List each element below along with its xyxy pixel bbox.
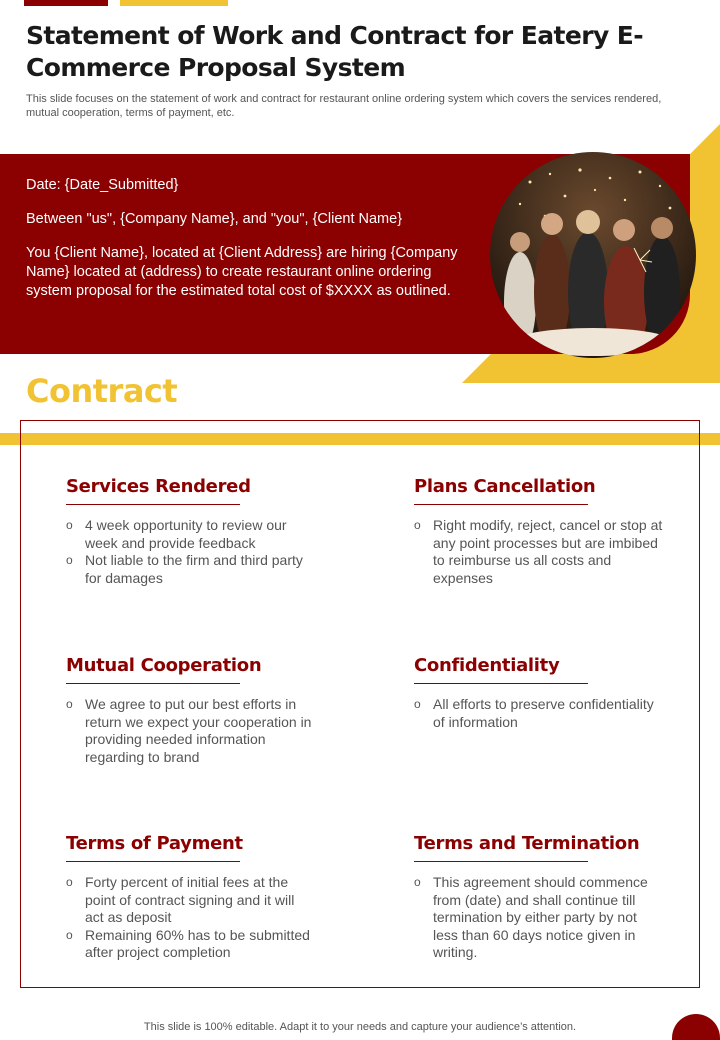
date-line: Date: {Date_Submitted} — [26, 177, 179, 193]
bullet-list — [414, 517, 664, 587]
section-underline — [414, 683, 588, 684]
bullet-list — [414, 696, 664, 731]
bullet-item: o 4 week opportunity to review our week and provide feedback — [66, 517, 316, 552]
parties-line: Between "us", {Company Name}, and "you", {Client Name} — [26, 211, 403, 227]
page-title: Statement of Work and Contract for Eatery E-Commerce Proposal System — [26, 21, 643, 82]
celebration-photo — [490, 152, 696, 358]
section-underline — [66, 504, 240, 505]
bullet-item: o All efforts to preserve confidentiality of information — [414, 696, 664, 731]
bullet-item: o Right modify, reject, cancel or stop at any point processes but are imbibed to reimburse us all costs and expenses — [414, 517, 664, 587]
section-title: Services Rendered — [66, 476, 251, 497]
bullet-list — [66, 517, 316, 587]
section-terms-of-payment — [66, 833, 316, 962]
top-accent-bar-yellow — [120, 0, 228, 6]
bullet-list — [414, 874, 664, 962]
section-mutual-cooperation — [66, 655, 316, 766]
footer-note: This slide is 100% editable. Adapt it to your needs and capture your audience’s attention. — [143, 1021, 577, 1033]
section-underline — [414, 861, 588, 862]
page-subtitle: This slide focuses on the statement of work and contract for restaurant online ordering system which covers the services rendered, mutual cooperation, terms of payment, etc. — [26, 93, 662, 119]
section-services-rendered — [66, 476, 316, 587]
section-confidentiality — [414, 655, 664, 731]
bullet-item: o Not liable to the firm and third party for damages — [66, 552, 316, 587]
bullet-item: o We agree to put our best efforts in return we expect your cooperation in providing needed information regarding to brand — [66, 696, 316, 766]
bullet-item: o Forty percent of initial fees at the point of contract signing and it will act as deposit — [66, 874, 316, 927]
section-title: Terms of Payment — [66, 833, 243, 854]
section-underline — [66, 861, 240, 862]
section-title: Mutual Cooperation — [66, 655, 262, 676]
section-terms-and-termination — [414, 833, 664, 962]
section-title: Plans Cancellation — [414, 476, 596, 497]
section-underline — [66, 683, 240, 684]
section-plans-cancellation — [414, 476, 664, 587]
top-accent-bar-red — [24, 0, 108, 6]
bullet-item: o Remaining 60% has to be submitted after project completion — [66, 927, 316, 962]
intro-body: You {Client Name}, located at {Client Address} are hiring {Company Name} located at (address) to create restaurant online ordering system proposal for the estimated total cost of $XXXX as outlined. — [26, 245, 458, 299]
corner-decoration — [672, 1014, 720, 1040]
section-title: Confidentiality — [414, 655, 560, 676]
bullet-list — [66, 874, 316, 962]
section-title: Terms and Termination — [414, 833, 640, 854]
contract-heading: Contract — [26, 372, 178, 410]
intro-text-block — [26, 176, 466, 316]
section-underline — [414, 504, 588, 505]
bullet-item: o This agreement should commence from (date) and shall continue till termination by either party by not less than 60 days notice given in writing. — [414, 874, 664, 962]
bullet-list — [66, 696, 316, 766]
